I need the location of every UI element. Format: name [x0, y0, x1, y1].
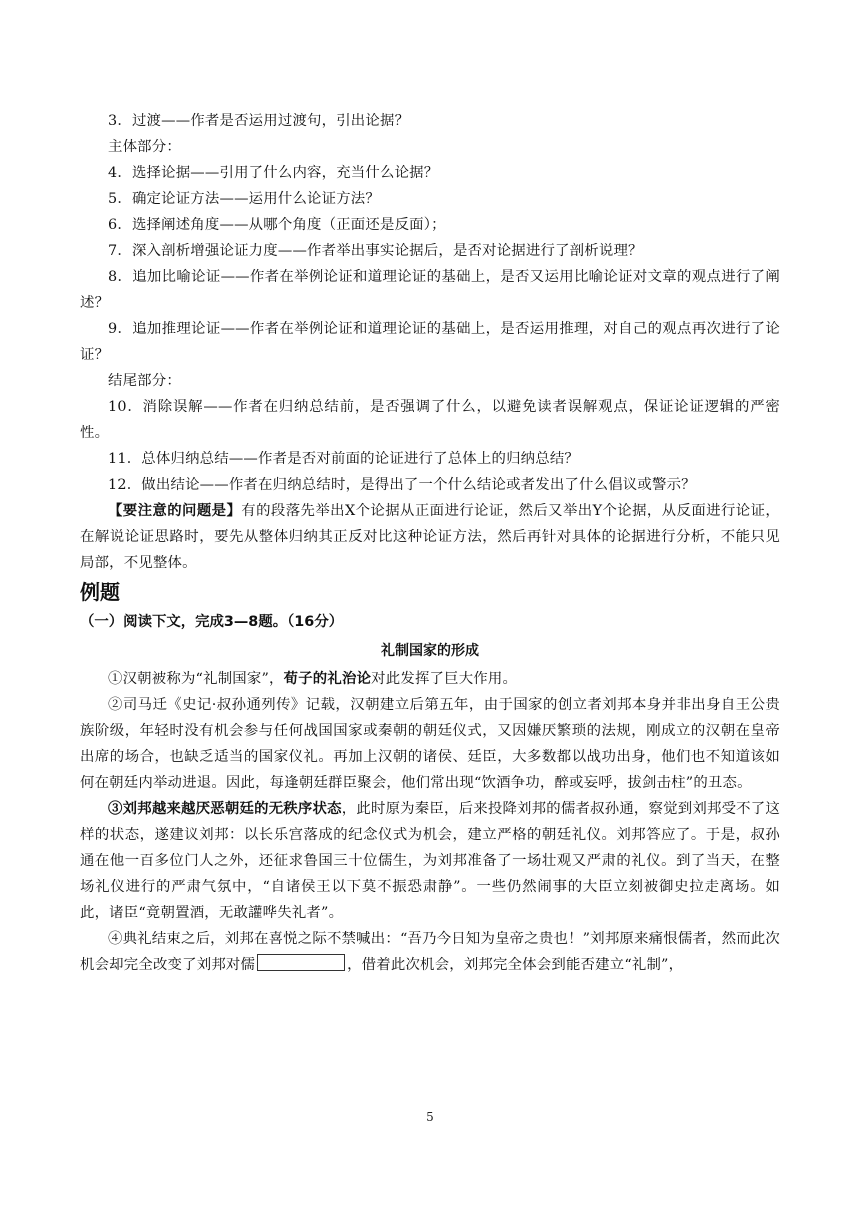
article-title: 礼制国家的形成 — [381, 643, 479, 659]
intro-item-8: 8．追加比喻论证——作者在举例论证和道理论证的基础上，是否又运用比喻论证对文章的观点进行了阐述？ — [80, 269, 780, 311]
article-paragraph-3 — [80, 796, 780, 926]
article-p3-bold: ③刘邦越来越厌恶朝廷的无秩序状态 — [108, 800, 342, 817]
article-p1-bold: 荀子的礼治论 — [283, 670, 372, 687]
intro-item-12: 12．做出结论——作者在归纳总结时，是得出了一个什么结论或者发出了什么倡议或警示？ — [108, 477, 696, 493]
intro-item-6: 6．选择阐述角度——从哪个角度（正面还是反面）； — [108, 217, 446, 233]
section-title: 例题 — [80, 580, 120, 604]
article-paragraph-2: ②司马迁《史记·叔孙通列传》记载，汉朝建立后第五年，由于国家的创立者刘邦本身并非出身自王公贵族阶级，年轻时没有机会参与任何战国国家或秦朝的朝廷仪式，又因嫌厌繁琐的法规，刚成立的汉朝在皇帝出席的场合，也缺乏适当的国家仪礼。再加上汉朝的诸侯、廷臣，大多数都以战功出身，他们也不知道该如何在朝廷内举动进退。因此，每逢朝廷群臣聚会，他们常出现“饮酒争功，醉或妄呼，拔剑击柱”的丑态。 — [80, 697, 780, 791]
note-text: 有的段落先举出X个论据从正面进行论证，然后又举出Y个论据，从反面进行论证，在解说论证思路时，要先从整体归纳其正反对比这种论证方法，然后再针对具体的论据进行分析，不能只见局部，不见整体。 — [80, 503, 780, 571]
intro-item-4: 4．选择论据——引用了什么内容，充当什么论据？ — [108, 165, 439, 181]
page-number: 5 — [426, 1110, 434, 1124]
article-p3-text: ，此时原为秦臣，后来投降刘邦的儒者叔孙通，察觉到刘邦受不了这样的状态，遂建议刘邦：以长乐宫落成的纪念仪式为机会，建立严格的朝廷礼仪。刘邦答应了。于是，叔孙通在他一百多位门人之外，还征求鲁国三十位儒生，为刘邦准备了一场壮观又严肃的礼仪。到了当天，在整场礼仪进行的严肃气氛中，“自诸侯王以下莫不振恐肃静”。一些仍然闹事的大臣立刻被御史拉走离场。如此，诸臣“竟朝置酒，无敢讙哗失礼者”。 — [80, 801, 780, 921]
ending-part-heading: 结尾部分： — [108, 373, 181, 389]
intro-item-9: 9．追加推理论证——作者在举例论证和道理论证的基础上，是否运用推理，对自己的观点再次进行了论证？ — [80, 321, 780, 363]
article-p1-text-a: ①汉朝被称为“礼制国家”， — [108, 671, 284, 687]
article-paragraph-4 — [80, 926, 780, 978]
body-part-heading: 主体部分： — [108, 139, 181, 155]
article-p4-text-a: ④典礼结束之后，刘邦在喜悦之际不禁喊出：“吾乃今日知为皇帝之贵也！”刘邦原来痛恨儒者，然而此次机会却完全改变了刘邦对儒 — [80, 931, 780, 973]
intro-item-7: 7．深入剖析增强论证力度——作者举出事实论据后，是否对论据进行了剖析说理？ — [108, 243, 643, 259]
note-label: 【要注意的问题是】 — [108, 503, 242, 519]
article-p4-text-b: ，借着此次机会，刘邦完全体会到能否建立“礼制”， — [347, 957, 684, 973]
article-paragraph-1 — [80, 666, 780, 692]
question-header: （一）阅读下文，完成3—8题。（16分） — [80, 614, 344, 630]
intro-item-10: 10．消除误解——作者在归纳总结前，是否强调了什么，以避免读者误解观点，保证论证逻辑的严密性。 — [80, 399, 780, 441]
intro-item-3: 3．过渡——作者是否运用过渡句，引出论据？ — [108, 113, 410, 129]
page-content — [80, 108, 780, 978]
article-p1-text-b: 对此发挥了巨大作用。 — [371, 671, 518, 687]
intro-item-5: 5．确定论证方法——运用什么论证方法？ — [108, 191, 380, 207]
note-paragraph — [80, 498, 780, 576]
answer-blank-box[interactable] — [257, 954, 345, 971]
intro-item-11: 11．总体归纳总结——作者是否对前面的论证进行了总体上的归纳总结？ — [108, 451, 580, 467]
